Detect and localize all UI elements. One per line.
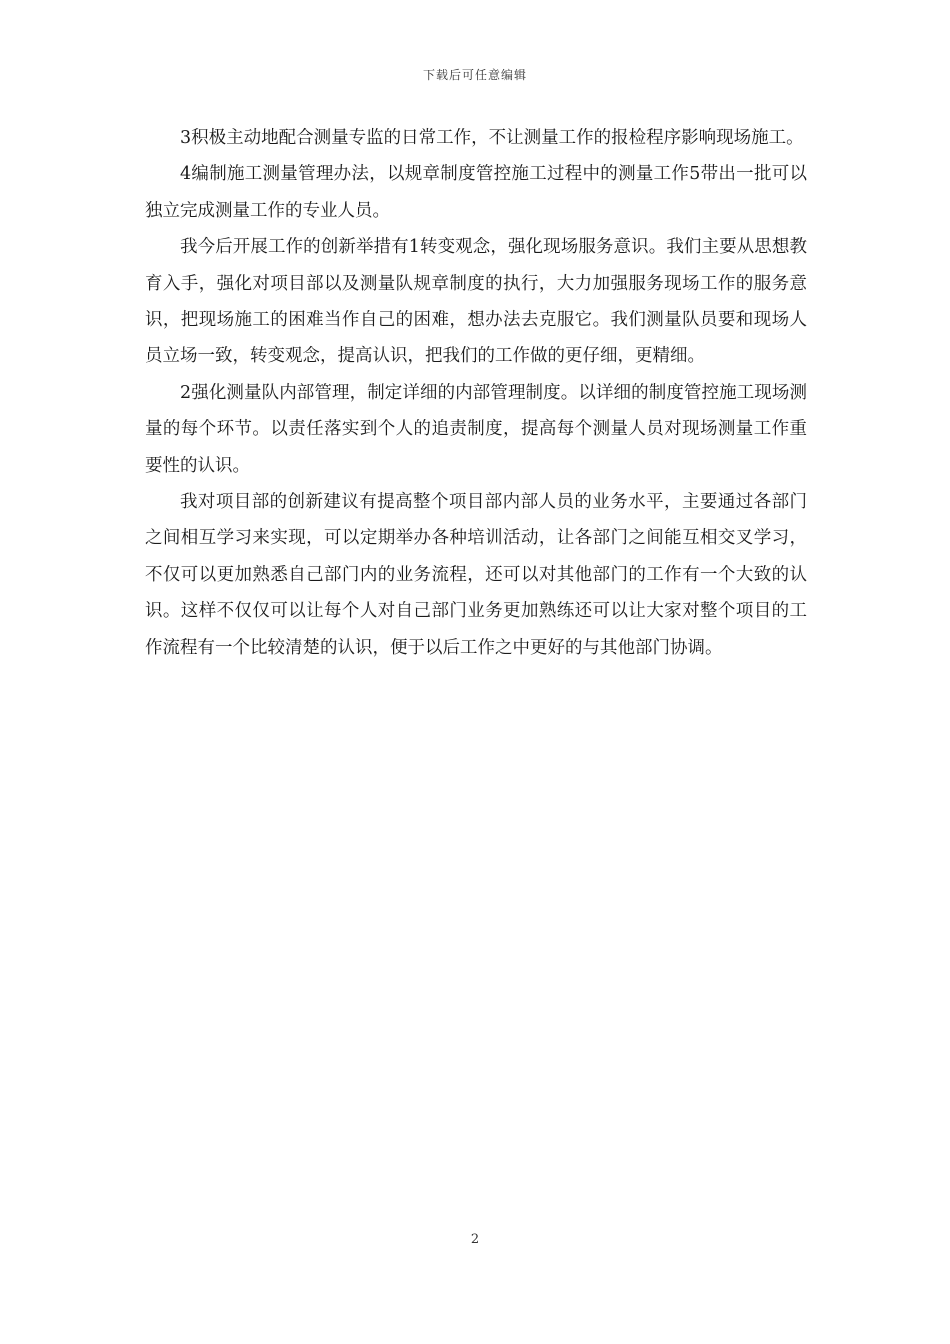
paragraph-3: 我今后开展工作的创新举措有1转变观念，强化现场服务意识。我们主要从思想教育入手，强化对项目部以及测量队规章制度的执行，大力加强服务现场工作的服务意识，把现场施工的困难当作自己的困难，想办法去克服它。我们测量队员要和现场人员立场一致，转变观念，提高认识，把我们的工作做的更仔细，更精细。: [145, 237, 807, 367]
page-header: 下载后可任意编辑: [422, 68, 527, 82]
paragraph-2: 4编制施工测量管理办法，以规章制度管控施工过程中的测量工作5带出一批可以独立完成测量工作的专业人员。: [145, 164, 807, 221]
page-number: 2: [470, 1232, 480, 1247]
paragraph-5: 我对项目部的创新建议有提高整个项目部内部人员的业务水平，主要通过各部门之间相互学习来实现，可以定期举办各种培训活动，让各部门之间能互相交叉学习，不仅可以更加熟悉自己部门内的业务流程，还可以对其他部门的工作有一个大致的认识。这样不仅仅可以让每个人对自己部门业务更加熟练还可以让大家对整个项目的工作流程有一个比较清楚的认识，便于以后工作之中更好的与其他部门协调。: [145, 492, 807, 658]
document-body: [145, 120, 807, 666]
paragraph-1: 3积极主动地配合测量专监的日常工作，不让测量工作的报检程序影响现场施工。: [180, 128, 804, 148]
paragraph-4: 2强化测量队内部管理，制定详细的内部管理制度。以详细的制度管控施工现场测量的每个环节。以责任落实到个人的追责制度，提高每个测量人员对现场测量工作重要性的认识。: [145, 382, 807, 476]
